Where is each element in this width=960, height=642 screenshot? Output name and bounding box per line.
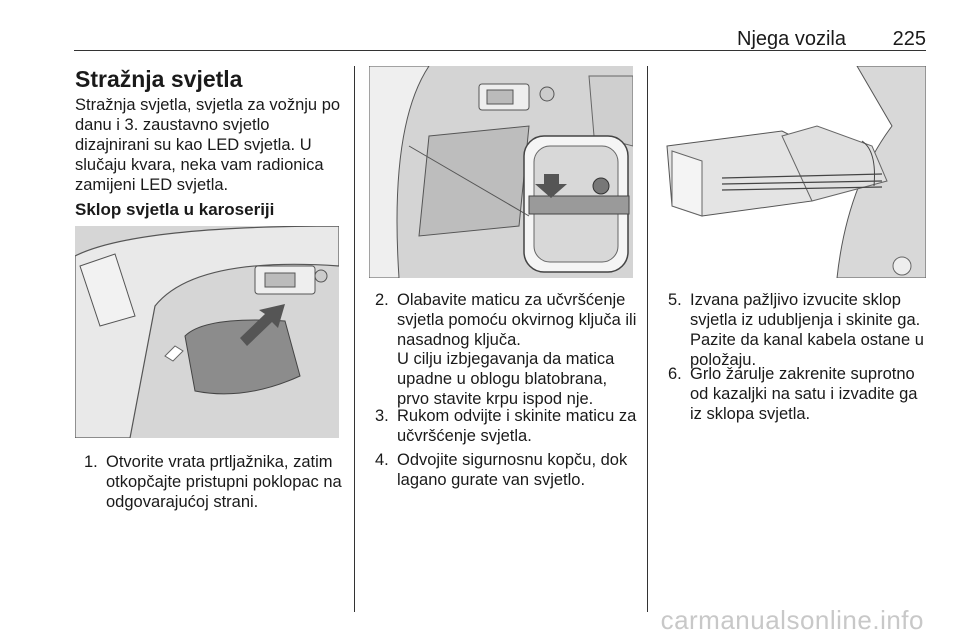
trunk-access-cover-illustration (75, 226, 339, 438)
step-text: Grlo žarulje zakrenite suprotno od kazaljki na satu i izvadite ga iz sklopa svjetla. (690, 365, 918, 423)
subheading: Sklop svjetla u karoseriji (75, 200, 275, 219)
step-text: Rukom odvijte i skinite maticu za učvršćenje svjetla. (397, 407, 637, 445)
step-number: 5. (668, 291, 682, 309)
step-4 (375, 450, 637, 490)
step-number: 4. (375, 451, 389, 469)
lamp-assembly-removal-illustration (662, 66, 926, 278)
step-number: 3. (375, 407, 389, 425)
step-number: 2. (375, 291, 389, 309)
step-note: U cilju izbjegavanja da matica upadne u oblogu blatobrana, prvo stavite krpu ispod nje. (397, 350, 615, 408)
page-title: Stražnja svjetla (75, 66, 243, 92)
section-name: Njega vozila (737, 28, 846, 50)
step-text: Izvana pažljivo izvucite sklop svjetla iz udubljenja i skinite ga. Pazite da kanal kabela ostane u položaju. (690, 291, 924, 369)
step-6 (668, 364, 930, 424)
step-number: 1. (84, 453, 98, 471)
step-1 (84, 452, 344, 512)
step-text: Olabavite maticu za učvršćenje svjetla pomoću okvirnog ključa ili nasadnog ključa. (397, 291, 637, 349)
step-2 (375, 290, 637, 408)
header-rule (74, 50, 926, 51)
page-header (74, 26, 926, 52)
step-3 (375, 406, 637, 446)
lamp-nut-socket-wrench-illustration (369, 66, 633, 278)
step-text: Odvojite sigurnosnu kopču, dok lagano gurate van svjetlo. (397, 451, 628, 489)
column-divider-2 (647, 66, 648, 612)
step-number: 6. (668, 365, 682, 383)
intro-paragraph: Stražnja svjetla, svjetla za vožnju po danu i 3. zaustavno svjetlo dizajnirani su kao LED svjetla. U slučaju kvara, neka vam radionica zamijeni LED svjetla. (75, 96, 341, 194)
step-5 (668, 290, 930, 369)
watermark: carmanualsonline.info (660, 605, 924, 635)
step-text: Otvorite vrata prtljažnika, zatim otkopčajte pristupni poklopac na odgovarajućoj strani. (106, 453, 342, 511)
page-number: 225 (892, 28, 926, 50)
column-divider-1 (354, 66, 355, 612)
